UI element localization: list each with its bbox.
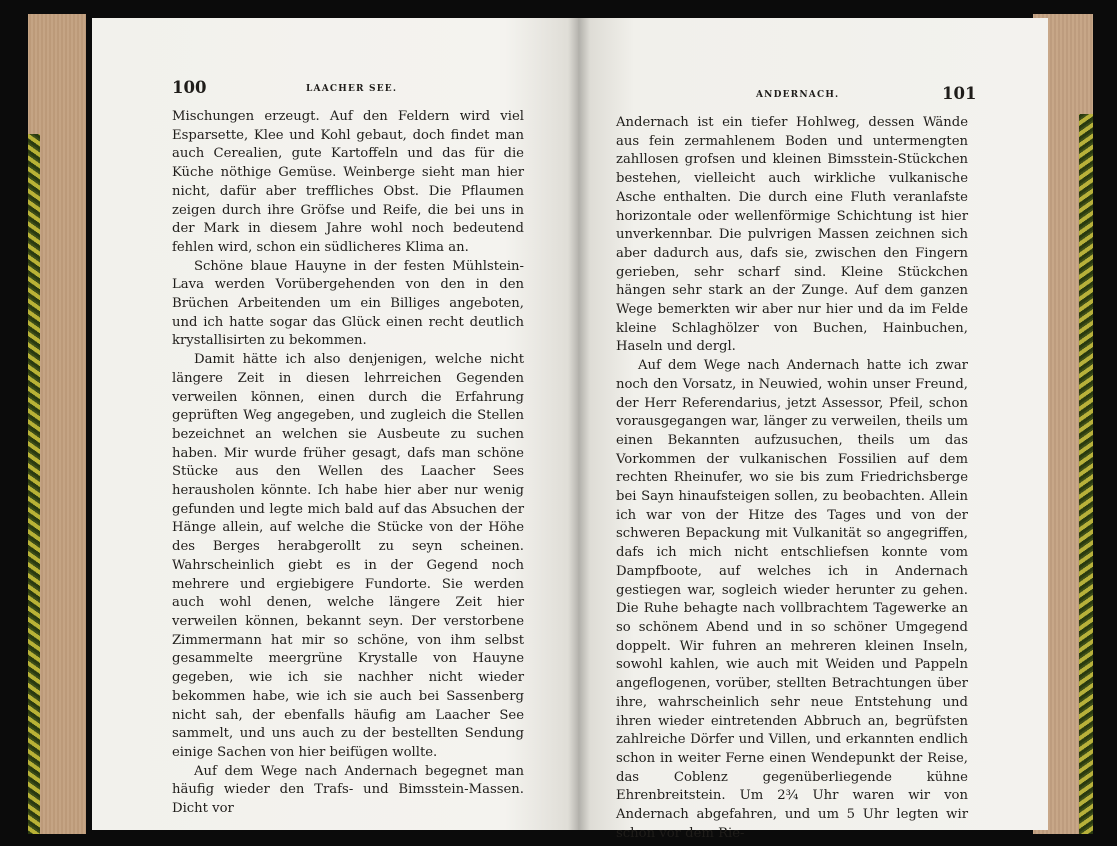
- book-cover-left-edge: [28, 14, 86, 834]
- left-page-header: [92, 78, 578, 102]
- left-page-body: [172, 108, 524, 819]
- left-paragraph: Auf dem Wege nach Andernach begegnet man häufig wieder den Trafs- und Bimsstein-Massen. Dicht vor: [172, 763, 524, 817]
- right-page-header: [578, 84, 1048, 108]
- right-paragraph: Auf dem Wege nach Andernach hatte ich zwar noch den Vorsatz, in Neuwied, wohin unser Freund, der Herr Referendarius, jetzt Assessor, Pfeil, schon vorausgegangen war, länger zu verweilen, theils um einen Bekannten aufzusuchen, theils um das Vorkommen der vulkanischen Fossilien auf dem rechten Rheinufer, wo sie bis zum Friedrichsberge bei Sayn hinaufsteigen sollen, zu beobachten. Allein ich war von der Hitze des Tages und von der schweren Bepackung mit Vulkanität so angegriffen, dafs ich mich nicht entschliefsen konnte vom Dampfboote, auf welches ich in Andernach gestiegen war, sogleich wieder herunter zu gehen. Die Ruhe behagte nach vollbrachtem Tagewerke an so schönem Abend und in so schöner Umgegend doppelt. Wir fuhren an mehreren kleinen Inseln, sowohl kahlen, wie auch mit Weiden und Pappeln angeflogenen, vorüber, stellten Betrachtungen über ihre, wahrscheinlich sehr neue Entstehung und ihren wieder eintretenden Abbruch an, begrüfsten zahlreiche Dörfer und Villen, und erkannten endlich schon in weiter Ferne einen Wendepunkt der Reise, das Coblenz gegenüberliegende kühne Ehrenbreitstein. Um 2¾ Uhr waren wir von Andernach abgefahren, und um 5 Uhr legten wir schon vor dem Rie-: [616, 358, 968, 841]
- right-running-title: ANDERNACH.: [756, 90, 840, 100]
- right-page: [578, 18, 1048, 841]
- right-page-body: [616, 114, 968, 843]
- left-paragraph: Schöne blaue Hauyne in der festen Mühlstein-Lava werden Vorübergehenden von den in den Brüchen Arbeitenden um ein Billiges angeboten, und ich hatte sogar das Glück einen recht deutlich krystallisirten zu bekommen.: [172, 258, 524, 349]
- right-paragraph: Andernach ist ein tiefer Hohlweg, dessen Wände aus fein zermahlenem Boden und untermengten zahllosen grofsen und kleinen Bimsstein-Stückchen bestehen, vielleicht auch wirkliche vulkanische Asche enthalten. Die durch eine Fluth veranlafste horizontale oder wellenförmige Schichtung ist hier unverkennbar. Die pulvrigen Massen zeichnen sich aber dadurch aus, dafs sie, zwischen den Fingern gerieben, sehr scharf sind. Kleine Stückchen hängen sehr stark an der Zunge. Auf dem ganzen Wege bemerkten wir aber nur hier und da im Felde kleine Schlaghölzer von Buchen, Hainbuchen, Haseln und dergl.: [616, 115, 968, 355]
- left-running-title: LAACHER SEE.: [306, 84, 398, 94]
- right-page-number: 101: [942, 84, 977, 103]
- left-page-number: 100: [172, 78, 207, 97]
- book-gutter: [568, 18, 590, 830]
- left-paragraph: Mischungen erzeugt. Auf den Feldern wird viel Esparsette, Klee und Kohl gebaut, doch findet man auch Cerealien, gute Kartoffeln und das für die Küche nöthige Gemüse. Weinberge sieht man hier nicht, dafür aber treffliches Obst. Die Pflaumen zeigen durch ihre Gröfse und Reife, die bei uns in der Mark in diesem Jahre wohl noch bedeutend fehlen wird, schon ein südlicheres Klima an.: [172, 109, 524, 255]
- left-page: [92, 18, 578, 830]
- left-paragraph: Damit hätte ich also denjenigen, welche nicht längere Zeit in diesen lehrreichen Gegenden verweilen können, einen durch die Erfahrung geprüften Weg angegeben, und zugleich die Stellen bezeichnet an welchen sie Ausbeute zu suchen haben. Mir wurde früher gesagt, dafs man schöne Stücke aus den Wellen des Laacher Sees herausholen könnte. Ich habe hier aber nur wenig gefunden und legte mich bald auf das Absuchen der Hänge allein, auf welche die Stücke von der Höhe des Berges herabgerollt zu seyn scheinen. Wahrscheinlich giebt es in der Gegend noch mehrere und ergiebigere Fundorte. Sie werden auch wohl denen, welche längere Zeit hier verweilen können, bekannt seyn. Der verstorbene Zimmermann hat mir so schöne, von ihm selbst gesammelte meergrüne Krystalle von Hauyne gegeben, wie ich sie nachher nicht wieder bekommen habe, wie ich sie auch bei Sassenberg nicht sah, der ebenfalls häufig am Laacher See sammelt, und uns auch zu der bestellten Sendung einige Sachen von hier beifügen wollte.: [172, 352, 524, 760]
